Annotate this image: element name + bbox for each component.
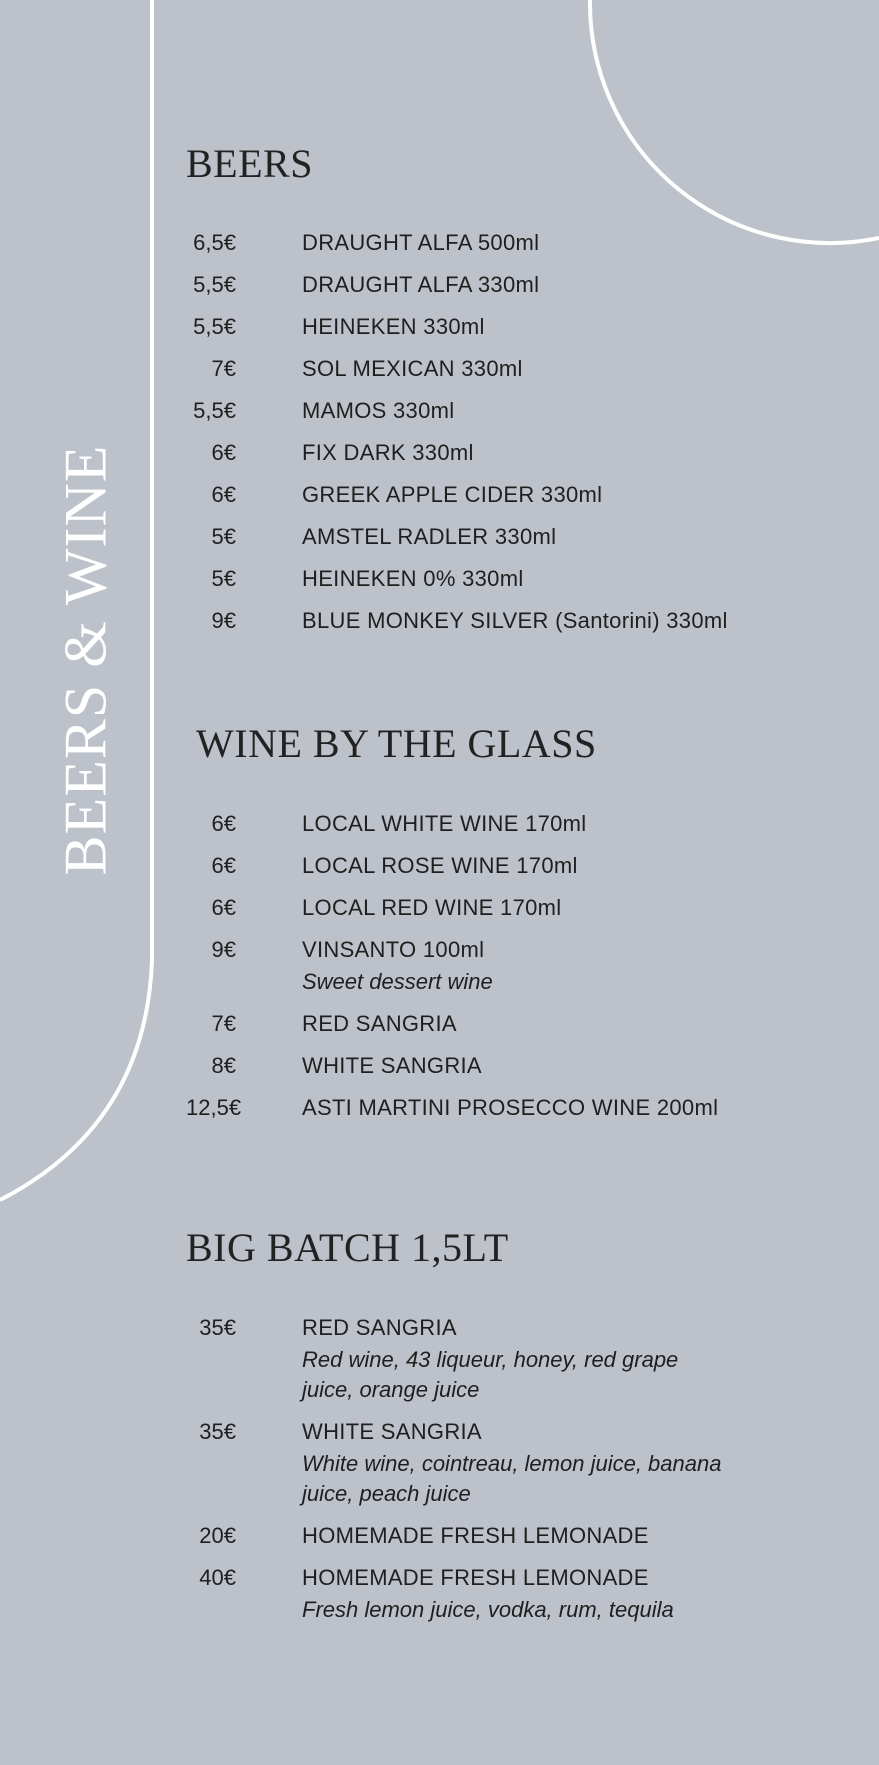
menu-item-name: FIX DARK 330ml bbox=[302, 440, 474, 465]
menu-item-price: 35€ bbox=[199, 1419, 236, 1444]
menu-item bbox=[186, 474, 826, 516]
wine-list bbox=[186, 803, 826, 1129]
menu-item bbox=[186, 558, 826, 600]
menu-item-name: LOCAL ROSE WINE 170ml bbox=[302, 853, 578, 878]
menu-item-info bbox=[302, 516, 556, 558]
menu-item-description: Red wine, 43 liqueur, honey, red grape juice, orange juice bbox=[302, 1347, 679, 1402]
menu-item-info bbox=[302, 474, 602, 516]
menu-item-info bbox=[302, 600, 728, 642]
menu-item-name: WHITE SANGRIA bbox=[302, 1419, 482, 1444]
menu-item-name: DRAUGHT ALFA 330ml bbox=[302, 272, 540, 297]
menu-item-price: 5,5€ bbox=[193, 398, 236, 423]
beers-list bbox=[186, 222, 826, 642]
menu-item-price: 7€ bbox=[211, 1011, 236, 1036]
menu-item-price: 5,5€ bbox=[193, 314, 236, 339]
menu-item-name: DRAUGHT ALFA 500ml bbox=[302, 230, 540, 255]
menu-item-description: White wine, cointreau, lemon juice, banana juice, peach juice bbox=[302, 1451, 722, 1506]
menu-item-price: 40€ bbox=[199, 1565, 236, 1590]
menu-item-price: 6,5€ bbox=[193, 230, 236, 255]
menu-item-info bbox=[302, 1307, 722, 1411]
menu-item bbox=[186, 432, 826, 474]
menu-item-name: HEINEKEN 0% 330ml bbox=[302, 566, 524, 591]
side-title: BEERS & WINE bbox=[52, 444, 119, 876]
menu-item-info bbox=[302, 306, 485, 348]
menu-item bbox=[186, 887, 826, 929]
menu-item bbox=[186, 803, 826, 845]
menu-item-name: HOMEMADE FRESH LEMONADE bbox=[302, 1565, 649, 1590]
menu-item-price: 6€ bbox=[211, 440, 236, 465]
menu-item-info bbox=[302, 887, 561, 929]
menu-item-name: BLUE MONKEY SILVER (Santorini) 330ml bbox=[302, 608, 728, 633]
menu-item-description: Fresh lemon juice, vodka, rum, tequila bbox=[302, 1597, 674, 1622]
big-batch-list bbox=[186, 1307, 826, 1631]
menu-item-info bbox=[302, 803, 587, 845]
menu-item-info bbox=[302, 390, 454, 432]
menu-item-name: VINSANTO 100ml bbox=[302, 937, 485, 962]
menu-item-price: 9€ bbox=[211, 937, 236, 962]
corner-arc-line bbox=[590, 0, 879, 243]
menu-item-name: MAMOS 330ml bbox=[302, 398, 455, 423]
menu-item-description: Sweet dessert wine bbox=[302, 969, 493, 994]
menu-item-price: 9€ bbox=[211, 608, 236, 633]
menu-item bbox=[186, 222, 826, 264]
section-title-beers: BEERS bbox=[186, 141, 313, 186]
menu-item-name: HOMEMADE FRESH LEMONADE bbox=[302, 1523, 649, 1548]
menu-item-name: LOCAL WHITE WINE 170ml bbox=[302, 811, 587, 836]
menu-item-price: 7€ bbox=[211, 356, 236, 381]
menu-item-info bbox=[302, 1515, 649, 1557]
menu-item-info bbox=[302, 348, 523, 390]
menu-item-info bbox=[302, 929, 722, 1003]
menu-item-price: 35€ bbox=[199, 1315, 236, 1340]
menu-item-name: GREEK APPLE CIDER 330ml bbox=[302, 482, 603, 507]
menu-item-name: SOL MEXICAN 330ml bbox=[302, 356, 523, 381]
menu-item-price: 5,5€ bbox=[193, 272, 236, 297]
menu-item bbox=[186, 600, 826, 642]
menu-item-info bbox=[302, 1087, 718, 1129]
menu-item bbox=[186, 845, 826, 887]
menu-item bbox=[186, 1087, 826, 1129]
menu-item-price: 12,5€ bbox=[186, 1095, 242, 1120]
menu-item bbox=[186, 390, 826, 432]
menu-item-price: 6€ bbox=[211, 811, 236, 836]
menu-item-price: 6€ bbox=[211, 853, 236, 878]
menu-item bbox=[186, 929, 826, 1003]
menu-item bbox=[186, 348, 826, 390]
section-title-wine: WINE BY THE GLASS bbox=[196, 721, 597, 766]
menu-item-name: ASTI MARTINI PROSECCO WINE 200ml bbox=[302, 1095, 719, 1120]
menu-item-name: WHITE SANGRIA bbox=[302, 1053, 482, 1078]
menu-item-price: 5€ bbox=[211, 566, 236, 591]
menu-item-info bbox=[302, 264, 539, 306]
menu-item-price: 20€ bbox=[199, 1523, 236, 1548]
menu-item bbox=[186, 306, 826, 348]
menu-item bbox=[186, 1411, 826, 1515]
menu-item bbox=[186, 1045, 826, 1087]
section-title-big-batch: BIG BATCH 1,5LT bbox=[186, 1225, 509, 1270]
menu-item-name: HEINEKEN 330ml bbox=[302, 314, 485, 339]
menu-item-name: RED SANGRIA bbox=[302, 1011, 457, 1036]
menu-item-info bbox=[302, 1003, 457, 1045]
menu-item-info bbox=[302, 558, 524, 600]
menu-item-info bbox=[302, 432, 474, 474]
menu-item-name: LOCAL RED WINE 170ml bbox=[302, 895, 562, 920]
menu-item-info bbox=[302, 845, 578, 887]
menu-item-info bbox=[302, 1045, 482, 1087]
menu-item bbox=[186, 1307, 826, 1411]
menu-item-info bbox=[302, 222, 539, 264]
menu-item-name: RED SANGRIA bbox=[302, 1315, 457, 1340]
menu-item bbox=[186, 1557, 826, 1631]
menu-item-price: 8€ bbox=[211, 1053, 236, 1078]
menu-item-price: 6€ bbox=[211, 482, 236, 507]
menu-item bbox=[186, 1515, 826, 1557]
menu-item-price: 5€ bbox=[211, 524, 236, 549]
menu-item bbox=[186, 516, 826, 558]
menu-item-info bbox=[302, 1557, 722, 1631]
menu-item-price: 6€ bbox=[211, 895, 236, 920]
menu-item bbox=[186, 264, 826, 306]
menu-item-info bbox=[302, 1411, 722, 1515]
menu-item-name: AMSTEL RADLER 330ml bbox=[302, 524, 557, 549]
menu-item bbox=[186, 1003, 826, 1045]
